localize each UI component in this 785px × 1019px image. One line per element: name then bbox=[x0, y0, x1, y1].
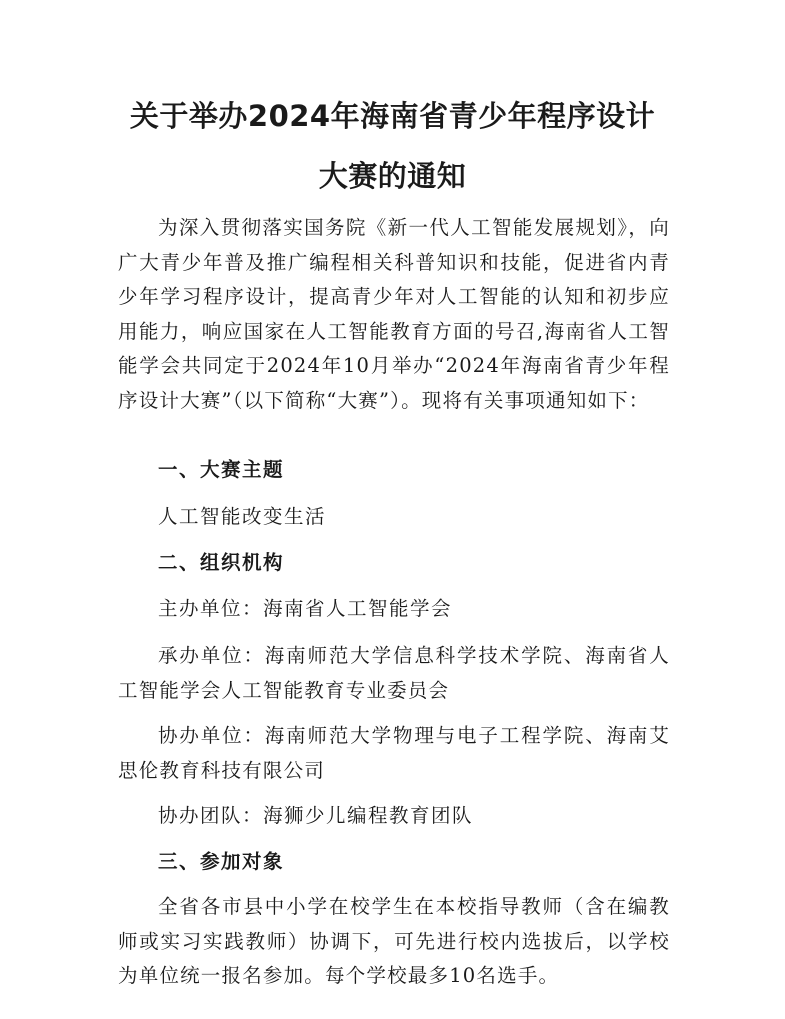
co-organizer-unit: 协办单位：海南师范大学物理与电子工程学院、海南艾思伦教育科技有限公司 bbox=[118, 724, 670, 782]
host-unit: 主办单位：海南省人工智能学会 bbox=[158, 597, 453, 620]
document-title-line2: 大赛的通知 bbox=[318, 159, 467, 193]
section1-heading: 一、大赛主题 bbox=[158, 458, 285, 481]
co-organizer-team: 协办团队：海狮少儿编程教育团队 bbox=[158, 804, 474, 827]
section3-heading: 三、参加对象 bbox=[158, 850, 285, 873]
section3-body: 全省各市县中小学在校学生在本校指导教师（含在编教师或实习实践教师）协调下，可先进行校内选拔后，以学校为单位统一报名参加。每个学校最多10名选手。 bbox=[118, 895, 670, 987]
intro-paragraph: 为深入贯彻落实国务院《新一代人工智能发展规划》，向广大青少年普及推广编程相关科普知识和技能，促进省内青少年学习程序设计，提高青少年对人工智能的认知和初步应用能力，响应国家在人工智能教育方面的号召,海南省人工智能学会共同定于2024年10月举办“2024年海南省青少年程序设计大赛”（以下简称“大赛”）。现将有关事项通知如下： bbox=[118, 216, 670, 412]
section1-body: 人工智能改变生活 bbox=[158, 505, 327, 528]
document-title-line1: 关于举办2024年海南省青少年程序设计 bbox=[129, 99, 656, 133]
section2-heading: 二、组织机构 bbox=[158, 551, 285, 574]
organizer-unit: 承办单位：海南师范大学信息科学技术学院、海南省人工智能学会人工智能教育专业委员会 bbox=[118, 644, 670, 702]
